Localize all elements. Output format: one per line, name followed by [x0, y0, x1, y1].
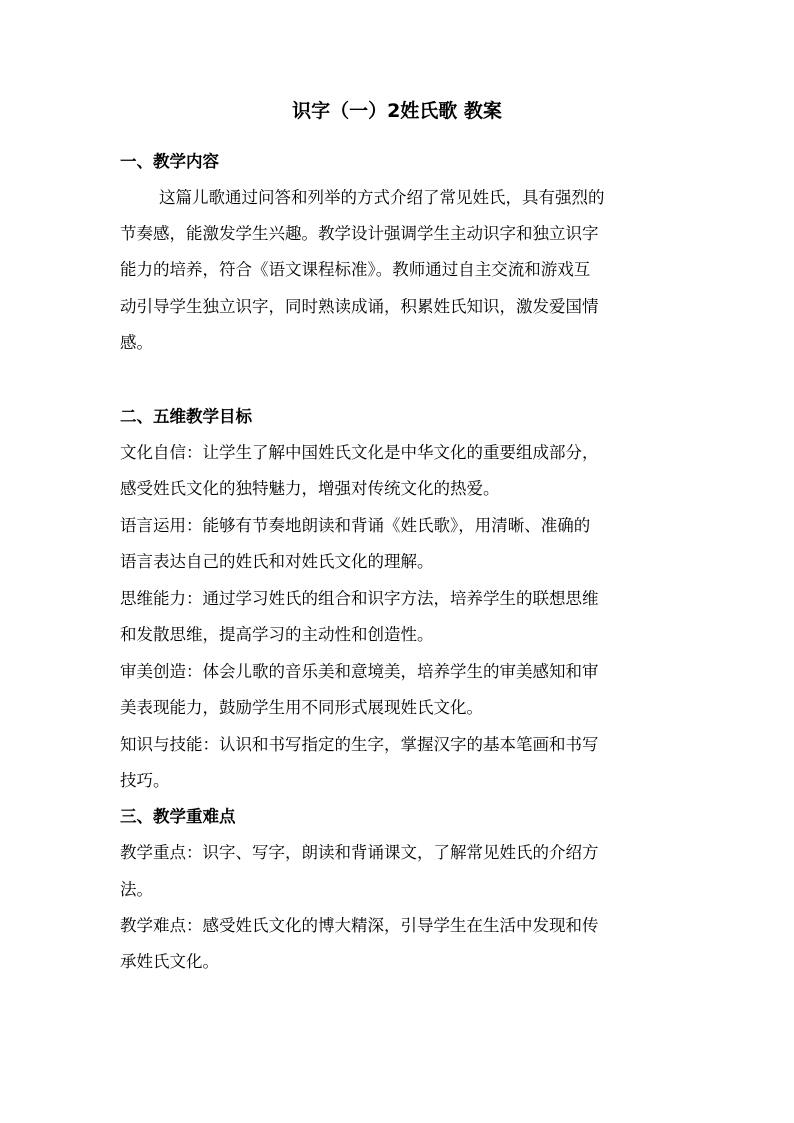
- paragraph-line: 法。: [120, 880, 153, 899]
- paragraph-line: 知识与技能：认识和书写指定的生字，掌握汉字的基本笔画和书写: [120, 735, 599, 754]
- section-heading-teaching-content: 一、教学内容: [120, 152, 219, 171]
- section-heading-key-points: 三、教学重难点: [120, 807, 236, 826]
- paragraph-line: 感。: [120, 333, 153, 352]
- paragraph-line: 技巧。: [120, 771, 170, 790]
- paragraph-line: 语言运用：能够有节奏地朗读和背诵《姓氏歌》，用清晰、准确的: [120, 516, 591, 535]
- paragraph-line: 感受姓氏文化的独特魅力，增强对传统文化的热爱。: [120, 479, 500, 498]
- paragraph-line: 能力的培养，符合《语文课程标准》。教师通过自主交流和游戏互: [120, 260, 591, 279]
- paragraph-line: 教学难点：感受姓氏文化的博大精深，引导学生在生活中发现和传: [120, 916, 599, 935]
- paragraph-line: 教学重点：识字、写字，朗读和背诵课文，了解常见姓氏的介绍方: [120, 843, 599, 862]
- paragraph-line: 语言表达自己的姓氏和对姓氏文化的理解。: [120, 552, 434, 571]
- paragraph-line: 美表现能力，鼓励学生用不同形式展现姓氏文化。: [120, 698, 483, 717]
- paragraph-line: 文化自信：让学生了解中国姓氏文化是中华文化的重要组成部分，: [120, 443, 599, 462]
- paragraph-line: 节奏感，能激发学生兴趣。教学设计强调学生主动识字和独立识字: [120, 224, 599, 243]
- paragraph-line: 和发散思维，提高学习的主动性和创造性。: [120, 625, 434, 644]
- section-heading-goals: 二、五维教学目标: [120, 407, 252, 426]
- paragraph-line: 思维能力：通过学习姓氏的组合和识字方法，培养学生的联想思维: [120, 589, 599, 608]
- document-title: 识字（一）2姓氏歌 教案: [292, 100, 502, 122]
- paragraph-line: 承姓氏文化。: [120, 952, 219, 971]
- paragraph-line: 审美创造：体会儿歌的音乐美和意境美，培养学生的审美感知和审: [120, 662, 599, 681]
- paragraph-line: 动引导学生独立识字，同时熟读成诵，积累姓氏知识，激发爱国情: [120, 297, 599, 316]
- paragraph-line: 这篇儿歌通过问答和列举的方式介绍了常见姓氏，具有强烈的: [159, 188, 605, 207]
